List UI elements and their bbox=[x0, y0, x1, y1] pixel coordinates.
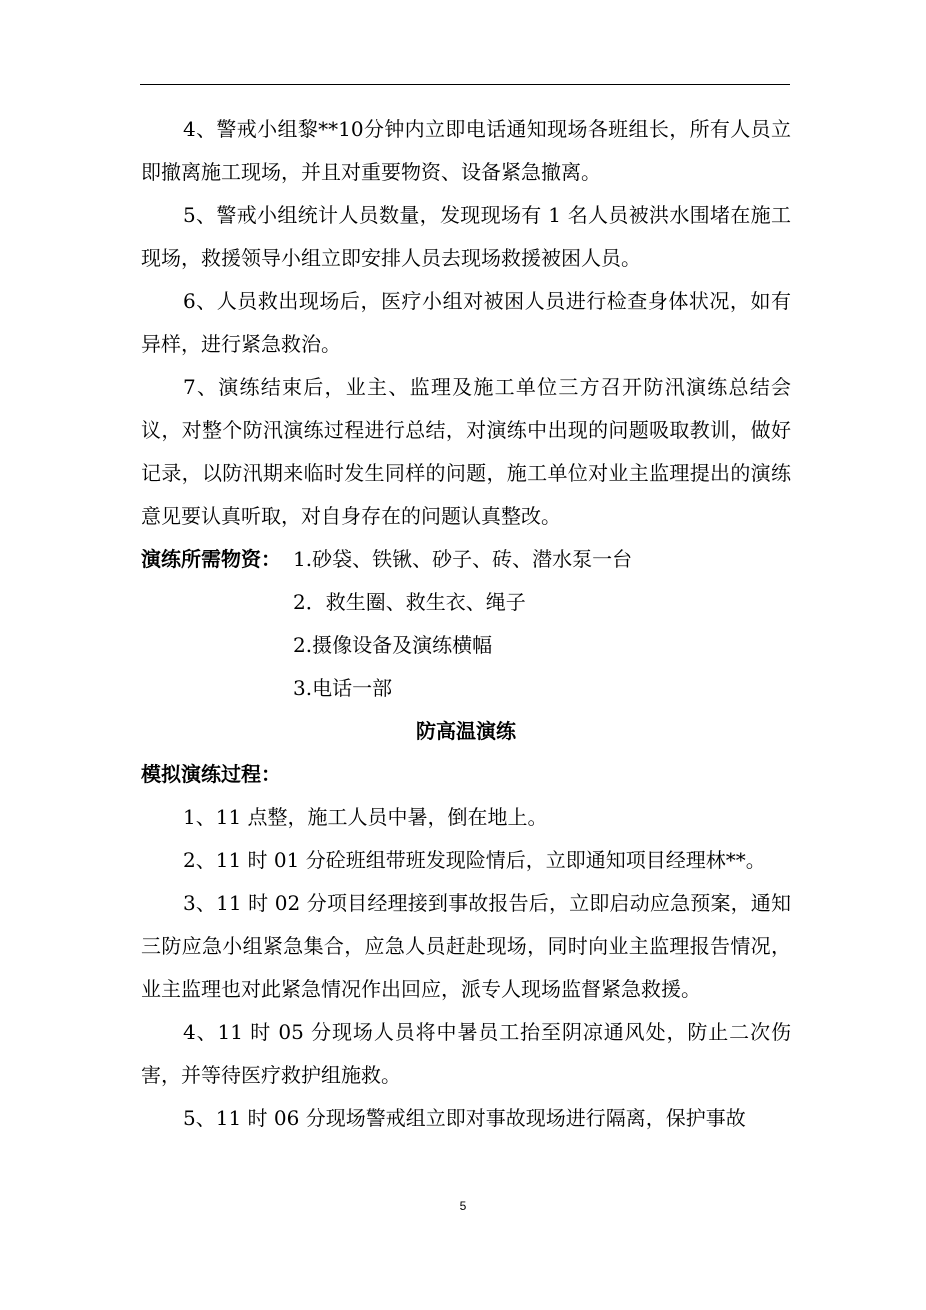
drill-step: 4、警戒小组黎**10分钟内立即电话通知现场各班组长，所有人员立即撤离施工现场，并且对重要物资、设备紧急撤离。 bbox=[141, 117, 791, 184]
materials-item: 1.砂袋、铁锹、砂子、砖、潜水泵一台 bbox=[293, 547, 633, 571]
materials-item: 2.摄像设备及演练横幅 bbox=[293, 633, 493, 657]
materials-label: 演练所需物资： bbox=[141, 547, 281, 571]
materials-list bbox=[141, 538, 791, 710]
process-heading: 模拟演练过程： bbox=[141, 762, 281, 786]
heat-step: 2、11 时 01 分砼班组带班发现险情后，立即通知项目经理林**。 bbox=[183, 848, 766, 872]
materials-item: 3.电话一部 bbox=[293, 676, 393, 700]
drill-step: 5、警戒小组统计人员数量，发现现场有 1 名人员被洪水围堵在施工现场，救援领导小组立即安排人员去现场救援被困人员。 bbox=[141, 203, 791, 270]
heat-step: 5、11 时 06 分现场警戒组立即对事故现场进行隔离，保护事故 bbox=[183, 1106, 746, 1130]
page-content bbox=[141, 108, 791, 1140]
page-number: 5 bbox=[459, 1199, 467, 1213]
heat-step: 4、11 时 05 分现场人员将中暑员工抬至阴凉通风处，防止二次伤害，并等待医疗救护组施救。 bbox=[141, 1020, 791, 1087]
section-title: 防高温演练 bbox=[416, 719, 516, 743]
header-rule bbox=[140, 84, 790, 85]
heat-step: 3、11 时 02 分项目经理接到事故报告后，立即启动应急预案，通知三防应急小组紧急集合，应急人员赶赴现场，同时向业主监理报告情况，业主监理也对此紧急情况作出回应，派专人现场监督紧急救援。 bbox=[141, 891, 791, 1001]
materials-item: 2．救生圈、救生衣、绳子 bbox=[293, 590, 526, 614]
drill-step: 6、人员救出现场后，医疗小组对被困人员进行检查身体状况，如有异样，进行紧急救治。 bbox=[141, 289, 791, 356]
heat-step: 1、11 点整，施工人员中暑，倒在地上。 bbox=[183, 805, 548, 829]
drill-step: 7、演练结束后，业主、监理及施工单位三方召开防汛演练总结会议，对整个防汛演练过程进行总结，对演练中出现的问题吸取教训，做好记录，以防汛期来临时发生同样的问题，施工单位对业主监理提出的演练意见要认真听取，对自身存在的问题认真整改。 bbox=[141, 375, 791, 528]
